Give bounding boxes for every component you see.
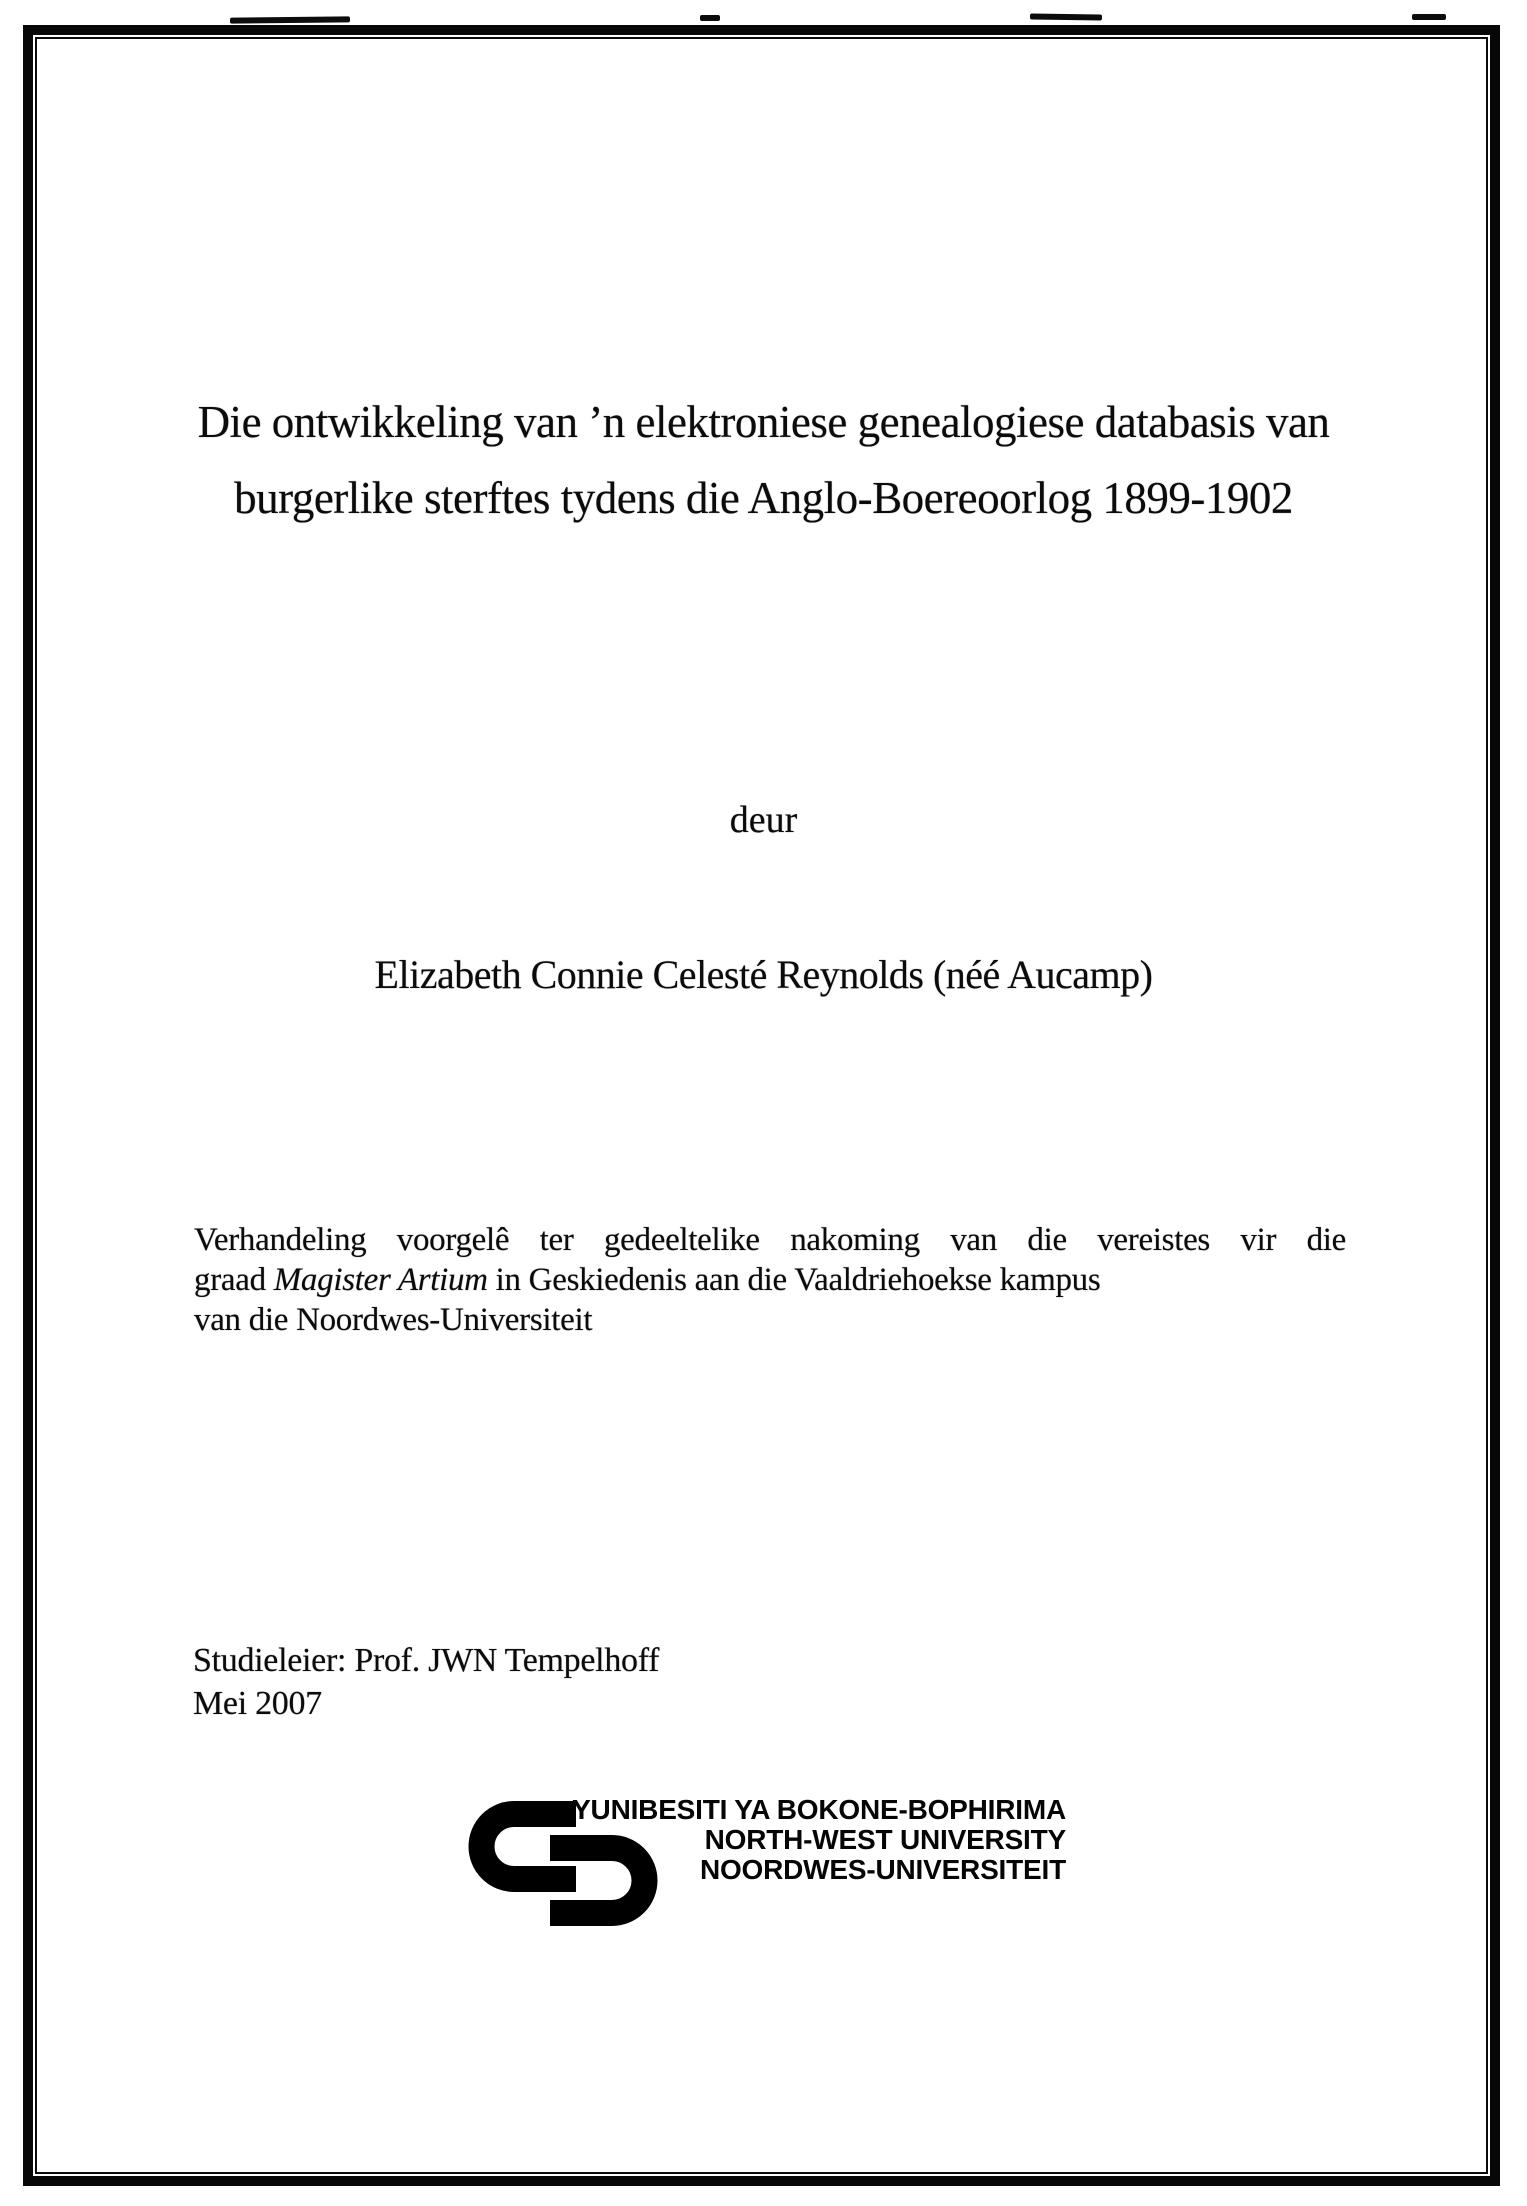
university-name-afrikaans: NOORDWES-UNIVERSITEIT — [699, 1854, 1066, 1885]
thesis-title-line2: burgerlike sterftes tydens die Anglo-Boereoorlog 1899-1902 — [234, 473, 1293, 523]
university-names — [560, 1795, 1066, 1885]
university-name-english: NORTH-WEST UNIVERSITY — [704, 1824, 1066, 1855]
scan-artifact — [700, 15, 720, 21]
thesis-title — [130, 384, 1397, 536]
statement-line2-prefix: graad — [194, 1262, 274, 1298]
supervisor-line: Studieleier: Prof. JWN Tempelhoff — [193, 1642, 660, 1679]
scan-artifact — [1030, 13, 1102, 20]
scan-artifact — [1412, 14, 1446, 20]
author-name: Elizabeth Connie Celesté Reynolds (néé Aucamp) — [374, 952, 1153, 997]
scan-artifact — [230, 16, 350, 23]
university-name-setswana: YUNIBESITI YA BOKONE-BOPHIRIMA — [572, 1794, 1066, 1825]
statement-line3: van die Noordwes-Universiteit — [194, 1302, 593, 1338]
byline-preposition: deur — [729, 799, 798, 841]
statement-degree-name: Magister Artium — [273, 1262, 488, 1298]
thesis-title-line1: Die ontwikkeling van ’n elektroniese genealogiese databasis van — [197, 397, 1330, 447]
supervision-block — [193, 1639, 659, 1725]
statement-line1: Verhandeling voorgelê ter gedeeltelike nakoming van die vereistes vir die — [194, 1222, 1346, 1258]
thesis-statement — [194, 1220, 1346, 1340]
statement-line2-suffix: in Geskiedenis aan die Vaaldriehoekse kampus — [487, 1262, 1101, 1298]
statement-line2 — [194, 1260, 1346, 1300]
date-line: Mei 2007 — [193, 1685, 322, 1722]
